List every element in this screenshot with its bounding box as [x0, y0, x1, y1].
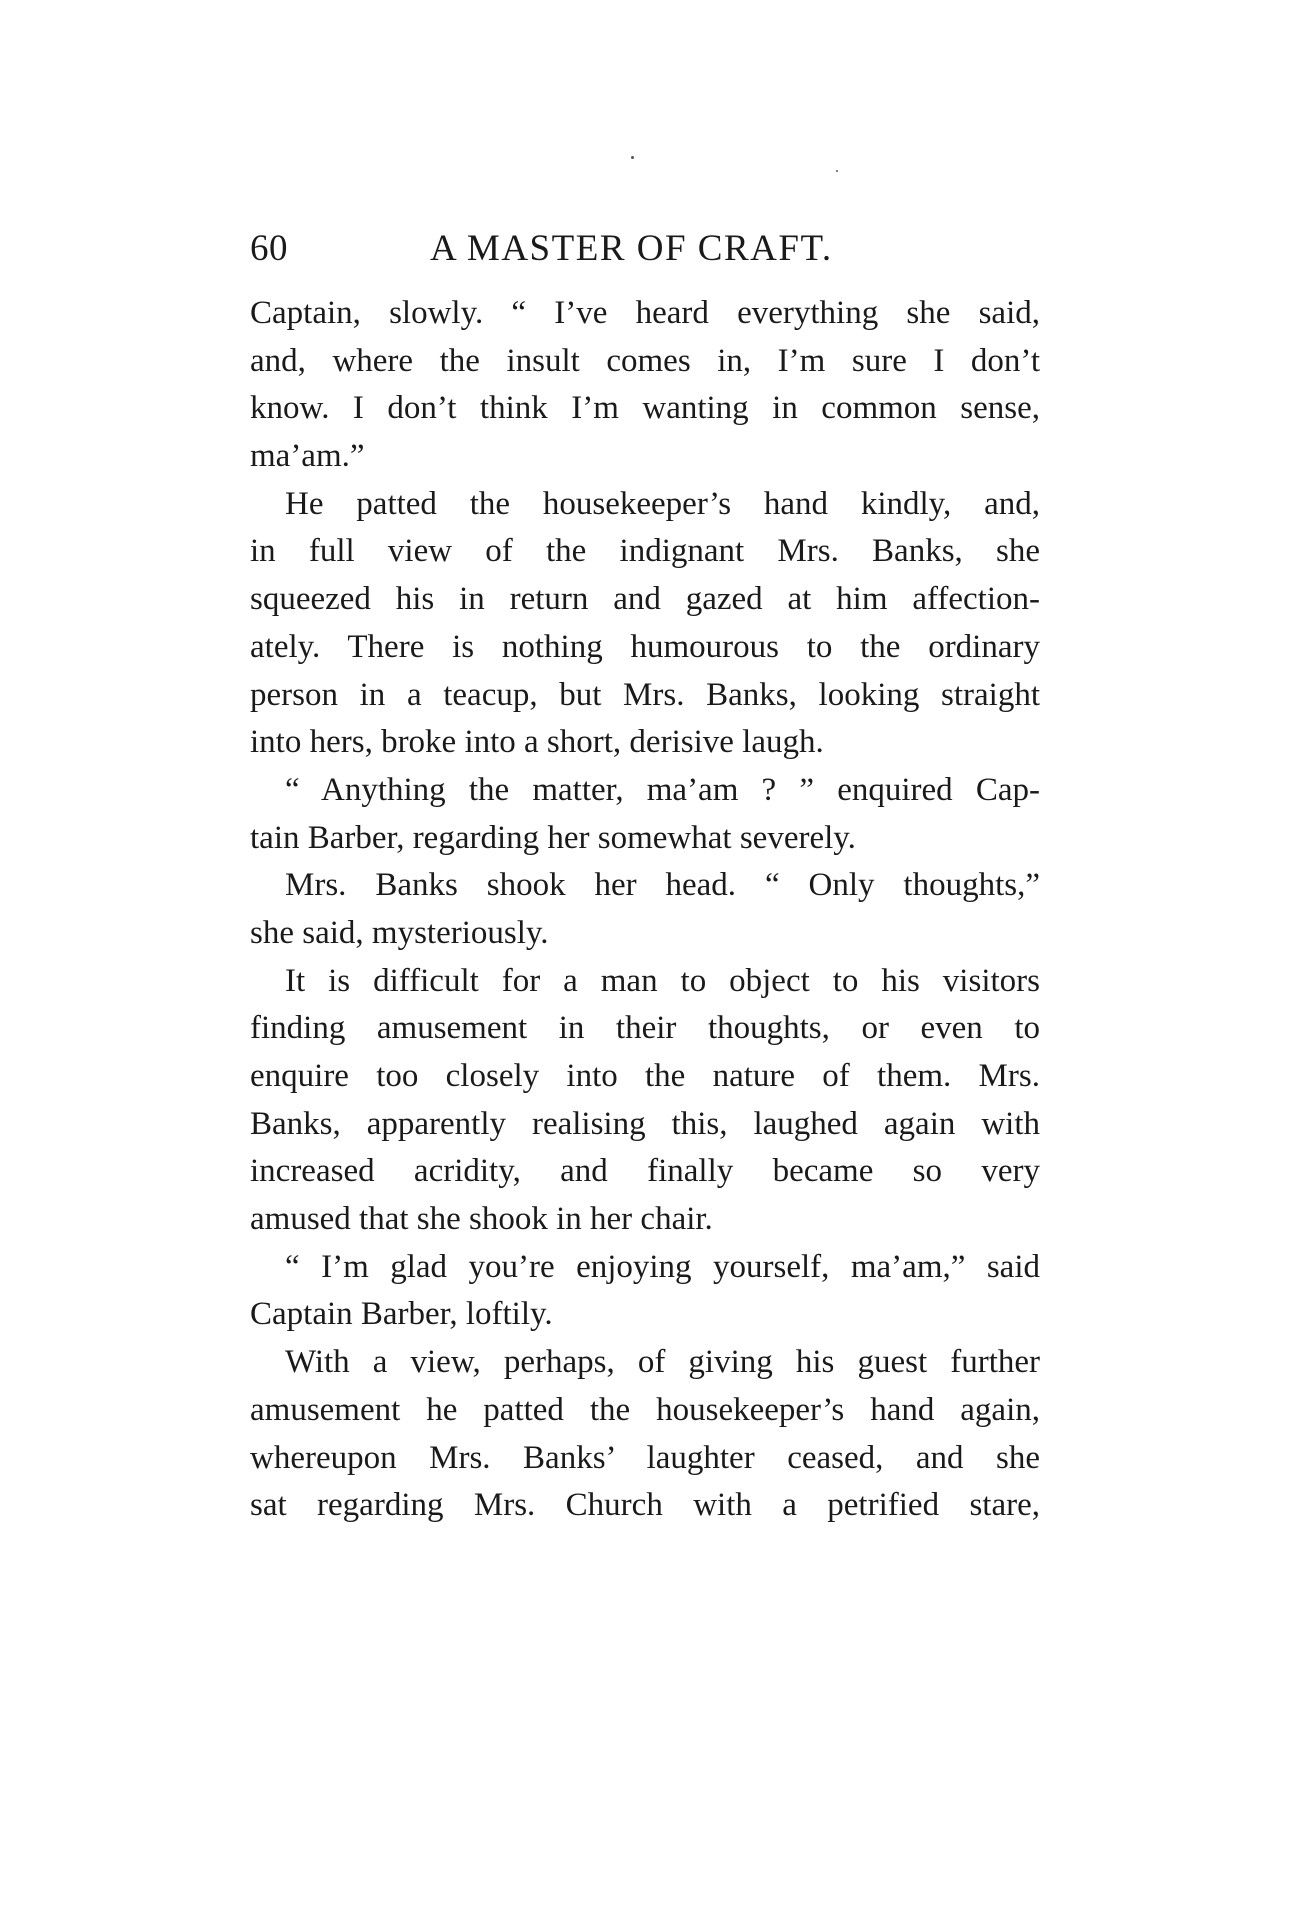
body-text	[250, 290, 1040, 1530]
text-line: Banks, apparently realising this, laughed again with	[250, 1105, 1040, 1142]
paper-speck	[836, 170, 838, 172]
text-line: squeezed his in return and gazed at him affection-	[250, 581, 1040, 618]
text-line: she said, mysteriously.	[250, 914, 549, 951]
text-line: increased acridity, and finally became so very	[250, 1153, 1040, 1190]
text-line: whereupon Mrs. Banks’ laughter ceased, and she	[250, 1439, 1040, 1476]
text-line: ately. There is nothing humourous to the ordinary	[250, 628, 1040, 665]
text-line: With a view, perhaps, of giving his guest further	[285, 1344, 1040, 1381]
text-line: finding amusement in their thoughts, or even to	[250, 1010, 1040, 1047]
text-line: tain Barber, regarding her somewhat severely.	[250, 819, 856, 856]
text-line: Captain Barber, loftily.	[250, 1296, 553, 1333]
page-number: 60	[250, 228, 288, 269]
text-line: know. I don’t think I’m wanting in common sense,	[250, 390, 1040, 427]
text-line: enquire too closely into the nature of them. Mrs.	[250, 1058, 1040, 1094]
text-line: “ Anything the matter, ma’am ? ” enquired Cap-	[285, 771, 1040, 808]
text-line: amusement he patted the housekeeper’s hand again,	[250, 1391, 1040, 1428]
text-line: ma’am.”	[250, 438, 365, 475]
text-line: person in a teacup, but Mrs. Banks, looking straight	[250, 676, 1040, 713]
book-title: A MASTER OF CRAFT.	[430, 228, 833, 269]
text-line: Captain, slowly. “ I’ve heard everything she said,	[250, 295, 1040, 331]
text-line: amused that she shook in her chair.	[250, 1201, 713, 1238]
text-line: sat regarding Mrs. Church with a petrified stare,	[250, 1487, 1040, 1524]
text-line: “ I’m glad you’re enjoying yourself, ma’am,” said	[285, 1248, 1040, 1285]
text-line: into hers, broke into a short, derisive laugh.	[250, 724, 824, 761]
text-line: He patted the housekeeper’s hand kindly, and,	[285, 485, 1040, 522]
text-line: and, where the insult comes in, I’m sure I don’t	[250, 342, 1040, 379]
paper-speck	[631, 156, 634, 159]
text-line: Mrs. Banks shook her head. “ Only thoughts,”	[285, 867, 1040, 904]
text-line: in full view of the indignant Mrs. Banks, she	[250, 533, 1040, 570]
text-line: It is difficult for a man to object to his visitors	[285, 962, 1040, 999]
running-head	[250, 224, 1060, 274]
